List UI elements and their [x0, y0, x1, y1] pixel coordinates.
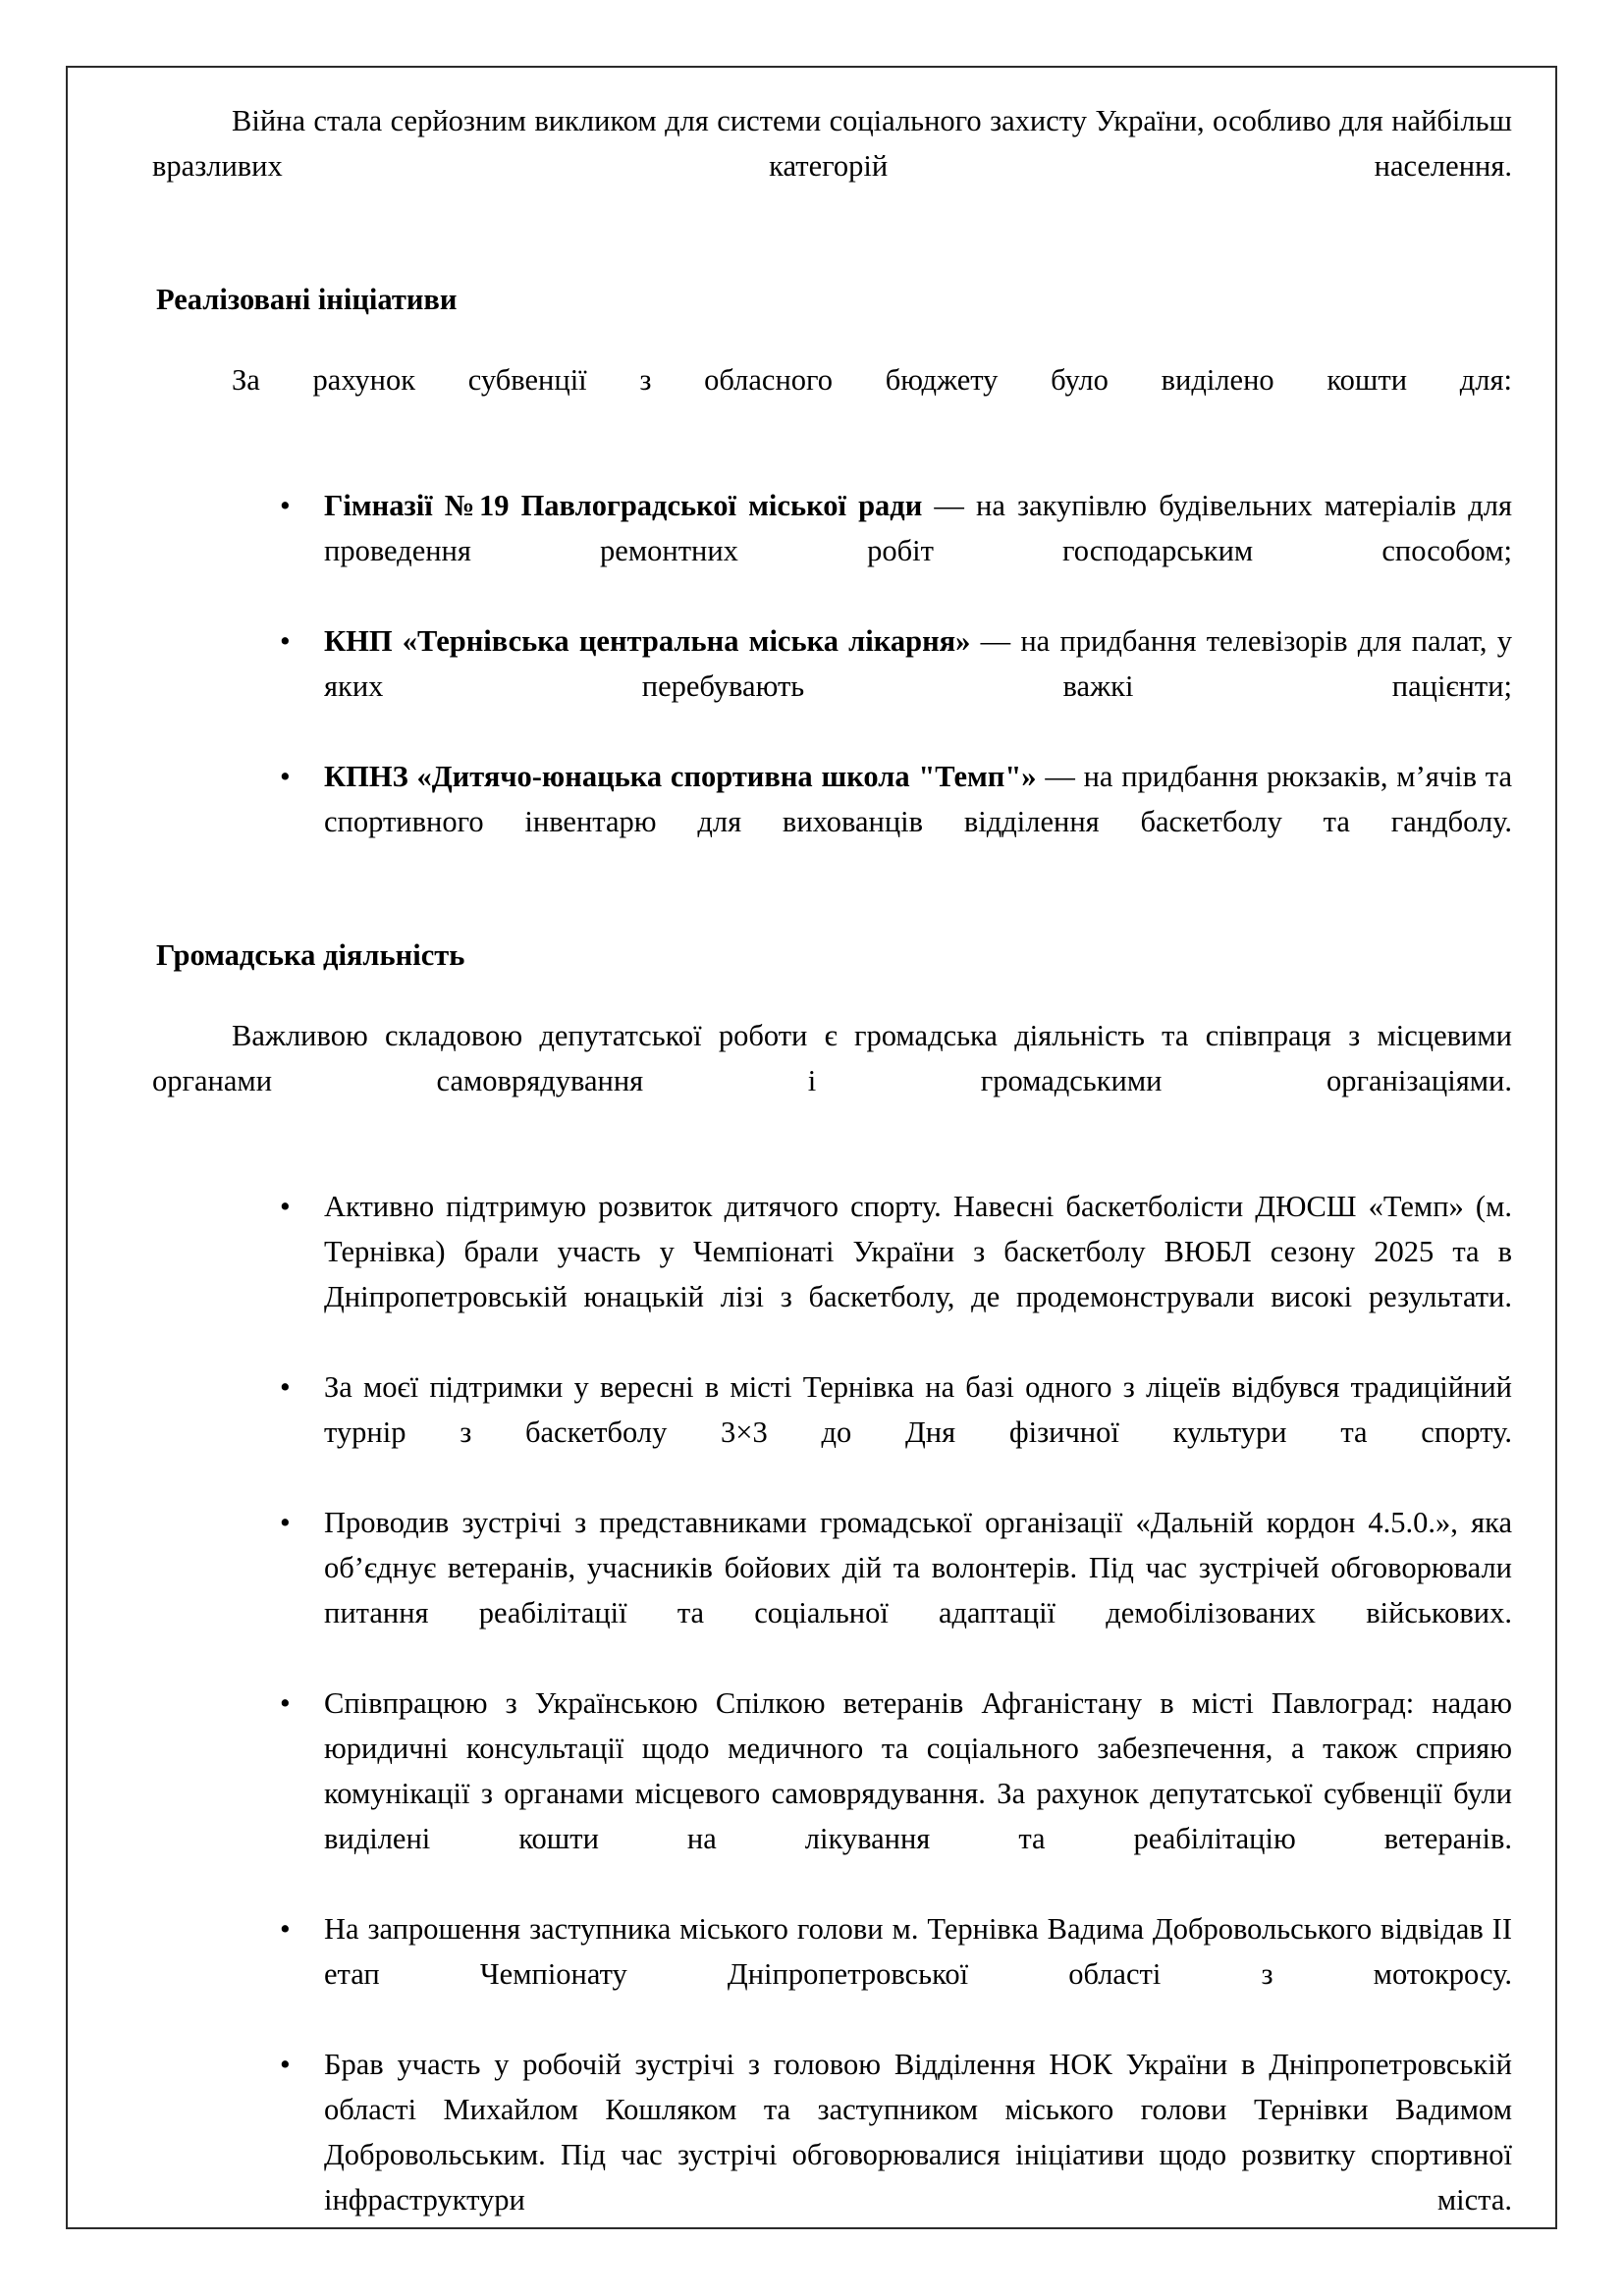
bullet-icon: •: [280, 1506, 291, 1539]
section-heading-realized-initiatives: Реалізовані ініціативи: [156, 283, 458, 316]
section-lead-paragraph-public-activity: Важливою складовою депутатської роботи є громадська діяльність та співпраця з місцевими органами самоврядування і громадськими організаціями.: [152, 1019, 1512, 1097]
list-item-text: Активно підтримую розвиток дитячого спорту. Навесні баскетболісти ДЮСШ «Темп» (м. Тернівка) брали участь у Чемпіонаті України з баскетболу ВЮБЛ сезону 2025 та в Дніпропетровській юнацькій лізі з баскетболу, де продемонстрували високі результати.: [324, 1190, 1512, 1313]
list-item: [152, 1364, 1512, 1500]
intro-paragraph: Війна стала серйозним викликом для системи соціального захисту України, особливо для найбільш вразливих категорій населення.: [152, 104, 1512, 183]
section-lead-paragraph-realized-initiatives: За рахунок субвенції з обласного бюджету було виділено кошти для:: [232, 363, 1512, 397]
list-item: [152, 2042, 1512, 2268]
list-item: [152, 618, 1512, 754]
list-item: [152, 1906, 1512, 2042]
list-item-text: Гімназії №19 Павлоградської міської ради — на закупівлю будівельних матеріалів для проведення ремонтних робіт господарським способом;: [324, 489, 1512, 567]
document-body: [152, 98, 1512, 2268]
spacer: [152, 889, 1512, 933]
list-item-bold-lead: КПНЗ «Дитячо-юнацька спортивна школа "Темп"»: [324, 760, 1037, 793]
spacer: [152, 322, 1512, 357]
list-item-text: Співпрацюю з Українською Спілкою ветеранів Афганістану в місті Павлоград: надаю юридичні консультації щодо медичного та соціального забезпечення, а також сприяю комунікації з органами місцевого самоврядування. За рахунок депутатської субвенції були виділені кошти на лікування та реабілітацію ветеранів.: [324, 1686, 1512, 1855]
list-item-text: За моєї підтримки у вересні в місті Тернівка на базі одного з ліцеїв відбувся традиційний турнір з баскетболу 3×3 до Дня фізичної культури та спорту.: [324, 1370, 1512, 1449]
list-item-text: Проводив зустрічі з представниками громадської організації «Дальній кордон 4.5.0.», яка об’єднує ветеранів, учасників бойових дій та волонтерів. Під час зустрічей обговорювали питання реабілітації та соціальної адаптації демобілізованих військових.: [324, 1506, 1512, 1629]
list-item-bold-lead: КНП «Тернівська центральна міська лікарня»: [324, 624, 971, 658]
realized-initiatives-list: [152, 483, 1512, 889]
list-item-text: КНП «Тернівська центральна міська лікарня» — на придбання телевізорів для палат, у яких перебувають важкі пацієнти;: [324, 624, 1512, 703]
bullet-icon: •: [280, 760, 291, 793]
list-item: [152, 1184, 1512, 1364]
list-item-bold-lead: Гімназії №19 Павлоградської міської ради: [324, 489, 923, 522]
list-item: [152, 483, 1512, 618]
spacer: [152, 978, 1512, 1013]
list-item-text: Брав участь у робочій зустрічі з головою Відділення НОК України в Дніпропетровській області Михайлом Кошляком та заступником міського голови Тернівки Вадимом Добровольським. Під час зустрічі обговорювалися ініціативи щодо розвитку спортивної інфраструктури міста.: [324, 2048, 1512, 2216]
bullet-icon: •: [280, 2048, 291, 2081]
bullet-icon: •: [280, 624, 291, 658]
list-item-text: На запрошення заступника міського голови м. Тернівка Вадима Добровольського відвідав ІІ етап Чемпіонату Дніпропетровської області з мотокросу.: [324, 1912, 1512, 1991]
spacer: [152, 234, 1512, 277]
public-activity-list: [152, 1184, 1512, 2268]
bullet-icon: •: [280, 1686, 291, 1720]
list-item-text: КПНЗ «Дитячо-юнацька спортивна школа "Темп"» — на придбання рюкзаків, м’ячів та спортивного інвентарю для вихованців відділення баскетболу та гандболу.: [324, 760, 1513, 838]
bullet-icon: •: [280, 489, 291, 522]
bullet-icon: •: [280, 1370, 291, 1404]
list-item: [152, 1500, 1512, 1681]
section-heading-public-activity: Громадська діяльність: [156, 938, 465, 972]
list-item: [152, 1681, 1512, 1906]
spacer: [152, 448, 1512, 483]
bullet-icon: •: [280, 1190, 291, 1223]
list-item: [152, 754, 1512, 889]
bullet-icon: •: [280, 1912, 291, 1946]
spacer: [152, 1148, 1512, 1184]
